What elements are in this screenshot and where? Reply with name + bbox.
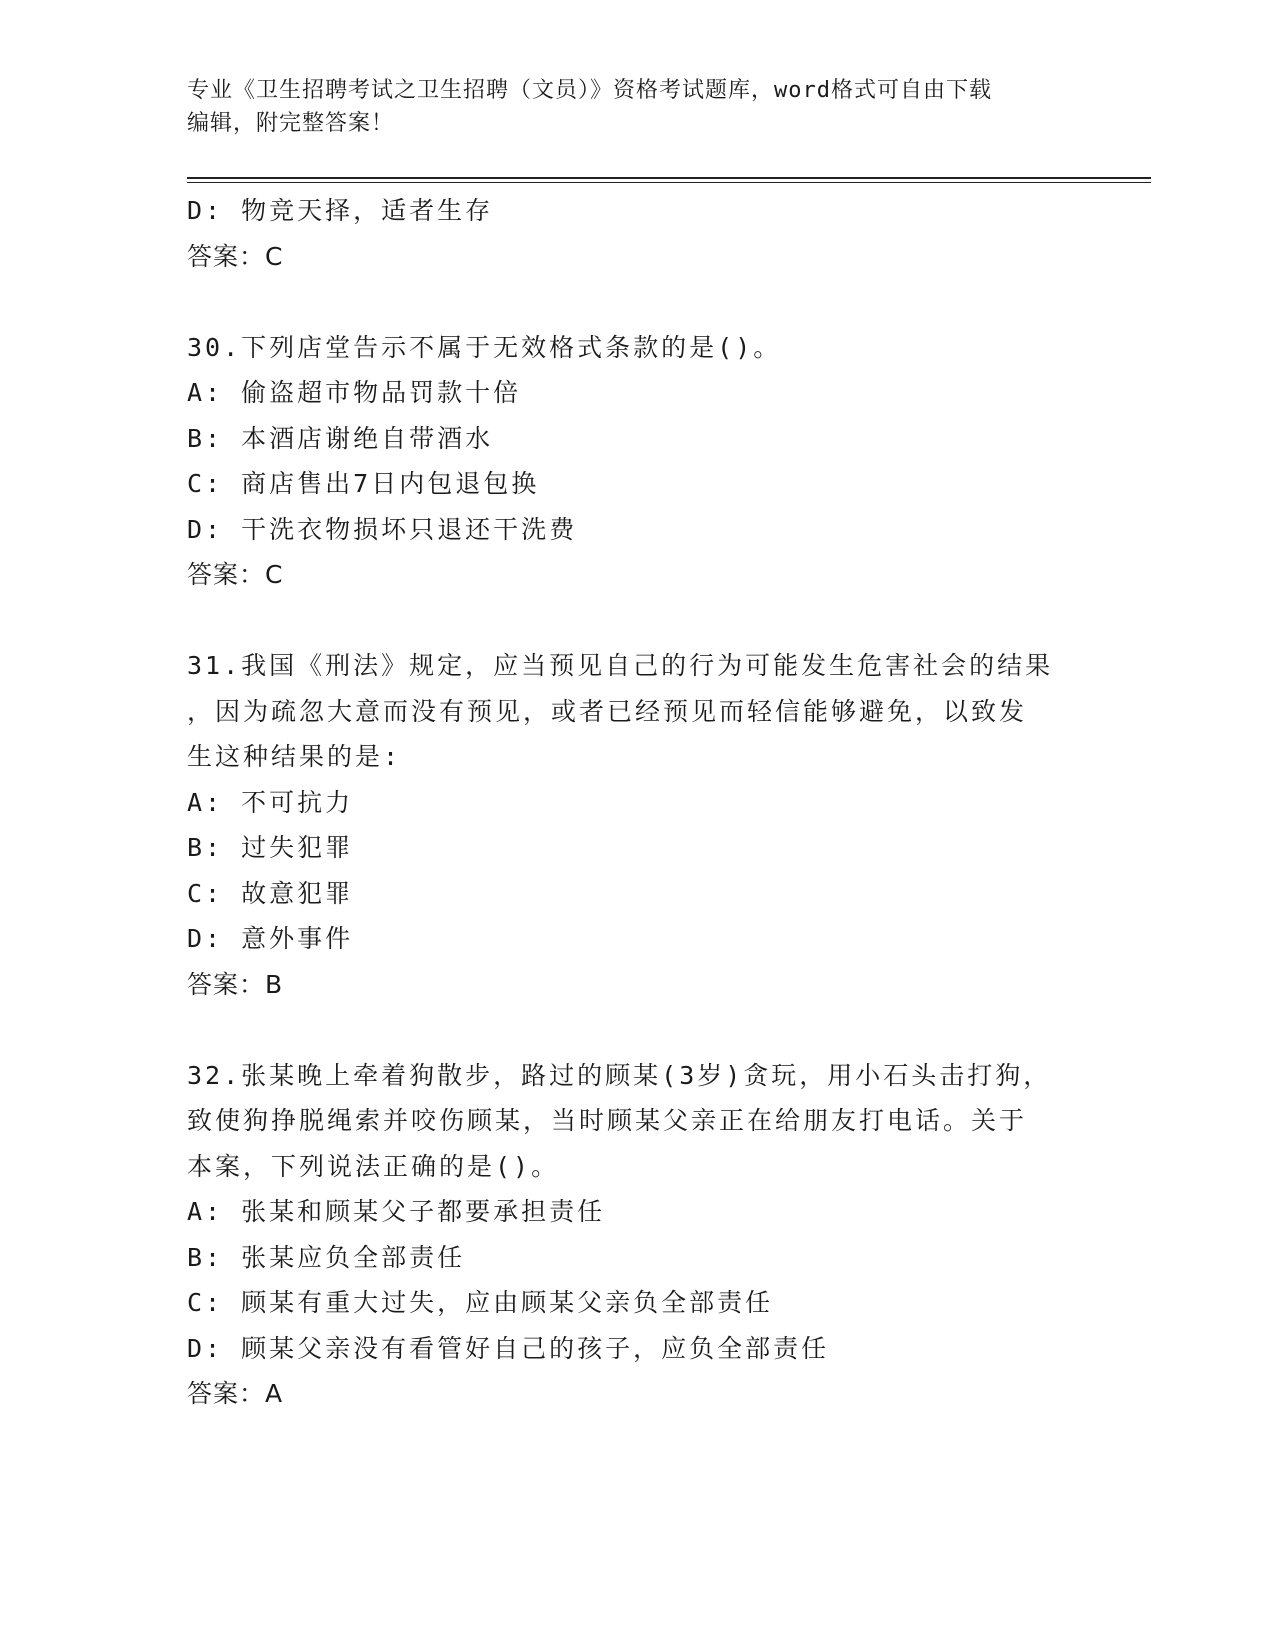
option-b: B: 过失犯罪 bbox=[187, 833, 354, 862]
option-d: D: 意外事件 bbox=[187, 924, 354, 953]
option-a: A: 偷盗超市物品罚款十倍 bbox=[187, 378, 522, 407]
question-stem-line-2: 致使狗挣脱绳索并咬伤顾某，当时顾某父亲正在给朋友打电话。关于 bbox=[187, 1106, 1028, 1135]
question-stem-line-2: ，因为疏忽大意而没有预见，或者已经预见而轻信能够避免，以致发 bbox=[187, 696, 1028, 726]
question-stem-line-1: 32.张某晚上牵着狗散步，路过的顾某(3岁)贪玩，用小石头击打狗， bbox=[187, 1060, 1052, 1090]
answer-line: 答案：A bbox=[187, 1379, 284, 1408]
option-d: D: 物竞天择，适者生存 bbox=[187, 196, 494, 225]
answer-line: 答案：C bbox=[187, 241, 284, 271]
option-a: A: 不可抗力 bbox=[187, 787, 354, 817]
header-divider-thin bbox=[187, 182, 1151, 183]
header-line-2: 编辑，附完整答案！ bbox=[187, 111, 395, 136]
option-c: C: 故意犯罪 bbox=[187, 878, 354, 908]
previous-question-tail bbox=[187, 188, 1087, 279]
option-d: D: 顾某父亲没有看管好自己的孩子，应负全部责任 bbox=[187, 1333, 830, 1363]
option-a: A: 张某和顾某父子都要承担责任 bbox=[187, 1197, 606, 1226]
question-stem-line-3: 本案，下列说法正确的是()。 bbox=[187, 1151, 560, 1181]
header-divider-thick bbox=[187, 177, 1151, 179]
answer-line: 答案：B bbox=[187, 969, 284, 999]
document-header bbox=[187, 74, 1077, 140]
question-list bbox=[187, 188, 1087, 1417]
option-b: B: 张某应负全部责任 bbox=[187, 1242, 466, 1272]
question-31 bbox=[187, 643, 1087, 1007]
option-c: C: 顾某有重大过失，应由顾某父亲负全部责任 bbox=[187, 1288, 774, 1317]
question-stem-line-3: 生这种结果的是: bbox=[187, 742, 402, 771]
question-stem-line-1: 31.我国《刑法》规定，应当预见自己的行为可能发生危害社会的结果 bbox=[187, 651, 1054, 680]
option-d: D: 干洗衣物损坏只退还干洗费 bbox=[187, 514, 578, 544]
question-30 bbox=[187, 325, 1087, 598]
question-stem: 30.下列店堂告示不属于无效格式条款的是()。 bbox=[187, 332, 782, 362]
option-b: B: 本酒店谢绝自带酒水 bbox=[187, 423, 494, 453]
option-c: C: 商店售出7日内包退包换 bbox=[187, 469, 540, 498]
question-32 bbox=[187, 1053, 1087, 1417]
header-line-1: 专业《卫生招聘考试之卫生招聘（文员）》资格考试题库，word格式可自由下载 bbox=[187, 78, 992, 103]
answer-line: 答案：C bbox=[187, 560, 284, 589]
